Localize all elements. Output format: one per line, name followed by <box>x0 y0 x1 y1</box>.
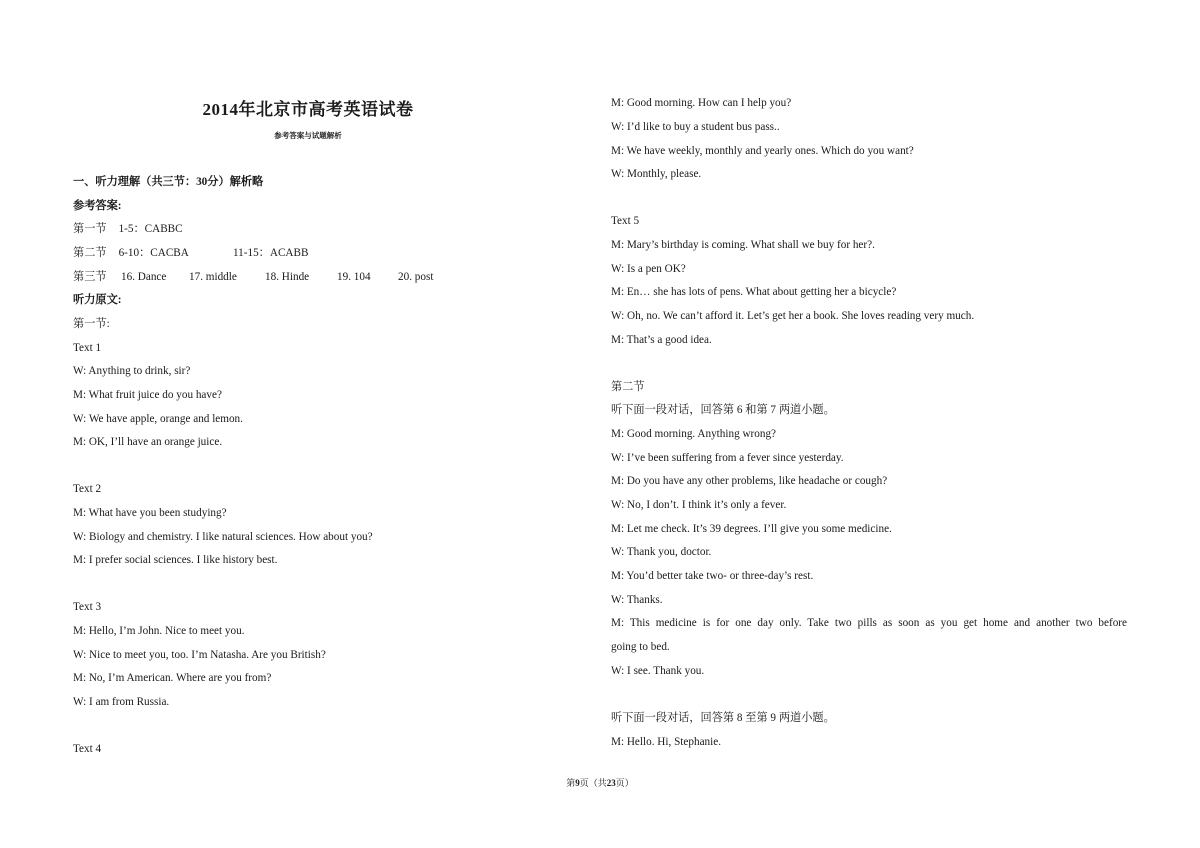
answer-row-label: 第二节 <box>73 247 107 259</box>
dialog-line: M: Good morning. Anything wrong? <box>611 428 777 440</box>
dialog-line: M: Hello. Hi, Stephanie. <box>611 736 721 748</box>
question-intro: 听下面一段对话，回答第 6 和第 7 两道小题。 <box>611 404 835 416</box>
answer-value: 16. Dance <box>121 271 167 283</box>
answer-row <box>73 222 183 236</box>
dialog-line: W: We have apple, orange and lemon. <box>73 413 243 425</box>
transcript-heading: 听力原文: <box>73 294 122 306</box>
dialog-line: M: This medicine is for one day only. Take two pills as soon as you get home and another two before <box>611 617 1127 629</box>
footer-prefix: 第 <box>566 778 576 788</box>
dialog-line: M: Mary’s birthday is coming. What shall we buy for her?. <box>611 239 875 251</box>
answer-value: 18. Hinde <box>265 271 310 283</box>
dialog-line: W: Oh, no. We can’t afford it. Let’s get her a book. She loves reading very much. <box>611 310 975 322</box>
dialog-line: M: I prefer social sciences. I like history best. <box>73 554 278 566</box>
answer-value: 17. middle <box>189 271 237 283</box>
answer-value: 1-5：CABBC <box>118 223 183 235</box>
dialog-line: M: That’s a good idea. <box>611 334 712 346</box>
dialog-line: M: No, I’m American. Where are you from? <box>73 672 272 684</box>
text-label: Text 4 <box>73 743 102 755</box>
page-total: 23 <box>606 778 616 788</box>
answer-value: 19. 104 <box>337 271 371 283</box>
dialog-line: W: I’d like to buy a student bus pass.. <box>611 121 780 133</box>
section-heading: 一、听力理解（共三节：30分）解析略 <box>73 176 264 188</box>
answer-value: 11-15：ACABB <box>233 247 309 259</box>
text-label: Text 2 <box>73 483 102 495</box>
dialog-line: M: Hello, I’m John. Nice to meet you. <box>73 625 245 637</box>
dialog-line: M: Do you have any other problems, like headache or cough? <box>611 475 888 487</box>
footer-suffix: 页） <box>615 778 634 788</box>
answers-heading: 参考答案: <box>73 200 122 212</box>
dialog-line: W: I see. Thank you. <box>611 665 705 677</box>
footer-middle: 页（共 <box>579 778 607 788</box>
dialog-line: W: No, I don’t. I think it’s only a fever. <box>611 499 787 511</box>
dialog-line: W: Thanks. <box>611 594 663 606</box>
document-subtitle: 参考答案与试题解析 <box>274 131 342 140</box>
dialog-line: M: Good morning. How can I help you? <box>611 97 792 109</box>
dialog-line: M: We have weekly, monthly and yearly ones. Which do you want? <box>611 145 914 157</box>
answer-value: 20. post <box>398 271 434 283</box>
dialog-line: M: What have you been studying? <box>73 507 227 519</box>
dialog-line: W: I’ve been suffering from a fever since yesterday. <box>611 452 844 464</box>
dialog-line: M: En… she has lots of pens. What about getting her a bicycle? <box>611 286 897 298</box>
dialog-line: W: Anything to drink, sir? <box>73 365 191 377</box>
dialog-line: W: Monthly, please. <box>611 168 702 180</box>
part-label: 第一节: <box>73 318 110 330</box>
dialog-line: W: Nice to meet you, too. I’m Natasha. Are you British? <box>73 649 326 661</box>
part-label: 第二节 <box>611 381 645 393</box>
dialog-line: M: What fruit juice do you have? <box>73 389 222 401</box>
dialog-line: M: You’d better take two- or three-day’s rest. <box>611 570 814 582</box>
page-number: 9 <box>575 778 580 788</box>
page-footer <box>0 776 1200 789</box>
text-label: Text 5 <box>611 215 640 227</box>
dialog-line: W: I am from Russia. <box>73 696 170 708</box>
question-intro: 听下面一段对话，回答第 8 至第 9 两道小题。 <box>611 712 835 724</box>
answer-row-label: 第一节 <box>73 223 107 235</box>
text-label: Text 3 <box>73 601 102 613</box>
answer-value: 6-10：CACBA <box>118 247 189 259</box>
dialog-line: W: Biology and chemistry. I like natural sciences. How about you? <box>73 531 373 543</box>
document-title: 2014年北京市高考英语试卷 <box>202 100 414 119</box>
dialog-line: M: OK, I’ll have an orange juice. <box>73 436 223 448</box>
dialog-line: W: Is a pen OK? <box>611 263 686 275</box>
text-label: Text 1 <box>73 342 102 354</box>
answer-row <box>73 246 189 260</box>
dialog-line-continued: going to bed. <box>611 641 670 653</box>
dialog-line: M: Let me check. It’s 39 degrees. I’ll give you some medicine. <box>611 523 892 535</box>
dialog-line: W: Thank you, doctor. <box>611 546 712 558</box>
answer-row-label: 第三节 <box>73 271 107 283</box>
